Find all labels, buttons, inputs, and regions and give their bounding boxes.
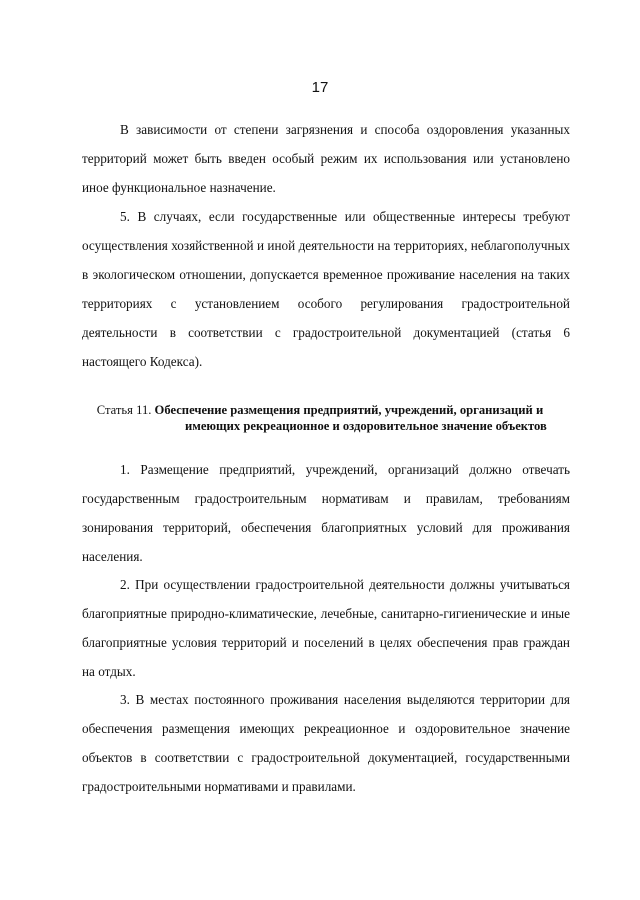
paragraph-line: градостроительными нормативами и правилами. bbox=[82, 779, 356, 794]
paragraph-line: территорий может быть введен особый режим их использования или установлено bbox=[82, 151, 570, 166]
paragraph-line: территориях с установлением особого регулирования градостроительной bbox=[82, 296, 570, 311]
paragraph-line: населения. bbox=[82, 549, 143, 564]
paragraph-line: объектов в соответствии с градостроительной документацией, государственными bbox=[82, 750, 570, 765]
intro-paragraph bbox=[82, 115, 570, 202]
article-heading bbox=[0, 402, 640, 434]
paragraph-line: 3. В местах постоянного проживания населения выделяются территории для bbox=[120, 692, 570, 707]
paragraph-line: В зависимости от степени загрязнения и способа оздоровления указанных bbox=[120, 122, 570, 137]
paragraph-line: 5. В случаях, если государственные или общественные интересы требуют bbox=[120, 209, 570, 224]
article-11-paragraph-1 bbox=[82, 455, 570, 571]
article-title: Обеспечение размещения предприятий, учреждений, организаций и bbox=[154, 403, 544, 417]
paragraph-line: 2. При осуществлении градостроительной деятельности должны учитываться bbox=[120, 577, 570, 592]
paragraph-line: благоприятные природно-климатические, лечебные, санитарно-гигиенические и иные bbox=[82, 606, 570, 621]
paragraph-line: обеспечения размещения имеющих рекреационное и оздоровительное значение bbox=[82, 721, 570, 736]
paragraph-line: на отдых. bbox=[82, 664, 136, 679]
paragraph-line: в экологическом отношении, допускается временное проживание населения на таких bbox=[82, 267, 570, 282]
paragraph-line: зонирования территорий, обеспечения благоприятных условий для проживания bbox=[82, 520, 570, 535]
paragraph-line: осуществления хозяйственной и иной деятельности на территориях, неблагополучных bbox=[82, 238, 570, 253]
article-11-paragraph-3 bbox=[82, 685, 570, 801]
article-title-continued: имеющих рекреационное и оздоровительное значение объектов bbox=[185, 419, 547, 433]
article-11-paragraph-2 bbox=[82, 570, 570, 686]
paragraph-line: государственным градостроительным нормативам и правилам, требованиям bbox=[82, 491, 570, 506]
page-number: 17 bbox=[311, 79, 329, 96]
paragraph-line: иное функциональное назначение. bbox=[82, 180, 276, 195]
paragraph-line: деятельности в соответствии с градостроительной документацией (статья 6 bbox=[82, 325, 570, 340]
paragraph-5 bbox=[82, 202, 570, 376]
paragraph-line: 1. Размещение предприятий, учреждений, организаций должно отвечать bbox=[120, 462, 570, 477]
paragraph-line: настоящего Кодекса). bbox=[82, 354, 203, 369]
article-label: Статья 11. bbox=[96, 403, 152, 417]
paragraph-line: благоприятные условия территорий и поселений в целях обеспечения прав граждан bbox=[82, 635, 570, 650]
